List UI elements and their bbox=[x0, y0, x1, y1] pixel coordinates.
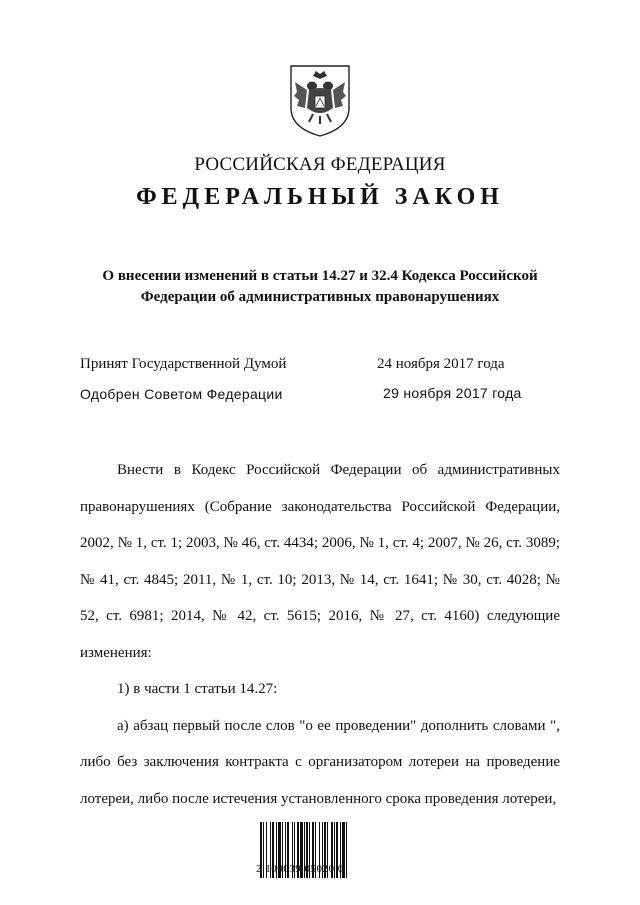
country-heading: РОССИЙСКАЯ ФЕДЕРАЦИЯ bbox=[194, 154, 446, 175]
council-approval-label: Одобрен Советом Федерации bbox=[80, 386, 283, 402]
barcode-number: 2 100039 05020 0 bbox=[256, 863, 344, 875]
item-1-paragraph: 1) в части 1 статьи 14.27: bbox=[117, 681, 278, 697]
intro-paragraph: Внести в Кодекс Российской Федерации об административных правонарушениях (Собрание законодательства Российской Федерации, 2002, № 1, ст. 1; 2003, № 46, ст. 4434; 2006, № 1, ст. 4; 2007, № 26, ст. 3089; № 41, ст. 4845; 2011, № 1, ст. 10; 2013, № 14, ст. 1641; № 30, ст. 4028; № 52, ст. 6981; 2014, № 42, ст. 5615; 2016, № 27, ст. 4160) следующие изменения: bbox=[80, 462, 560, 661]
law-body bbox=[80, 452, 560, 817]
duma-adoption-label: Принят Государственной Думой bbox=[80, 356, 287, 372]
duma-adoption-date: 24 ноября 2017 года bbox=[377, 356, 505, 372]
document-type-heading: ФЕДЕРАЛЬНЫЙ ЗАКОН bbox=[136, 184, 504, 210]
law-title: О внесении изменений в статьи 14.27 и 32.4 Кодекса Российской Федерации об административных правонарушениях bbox=[102, 268, 538, 305]
coat-of-arms-emblem bbox=[287, 64, 353, 138]
council-approval-date: 29 ноября 2017 года bbox=[383, 385, 522, 401]
item-1a-paragraph: а) абзац первый после слов "о ее проведении" дополнить словами ", либо без заключения контракта с организатором лотереи на проведение лотереи, либо после истечения установленного срока проведения лотереи, bbox=[80, 717, 560, 807]
